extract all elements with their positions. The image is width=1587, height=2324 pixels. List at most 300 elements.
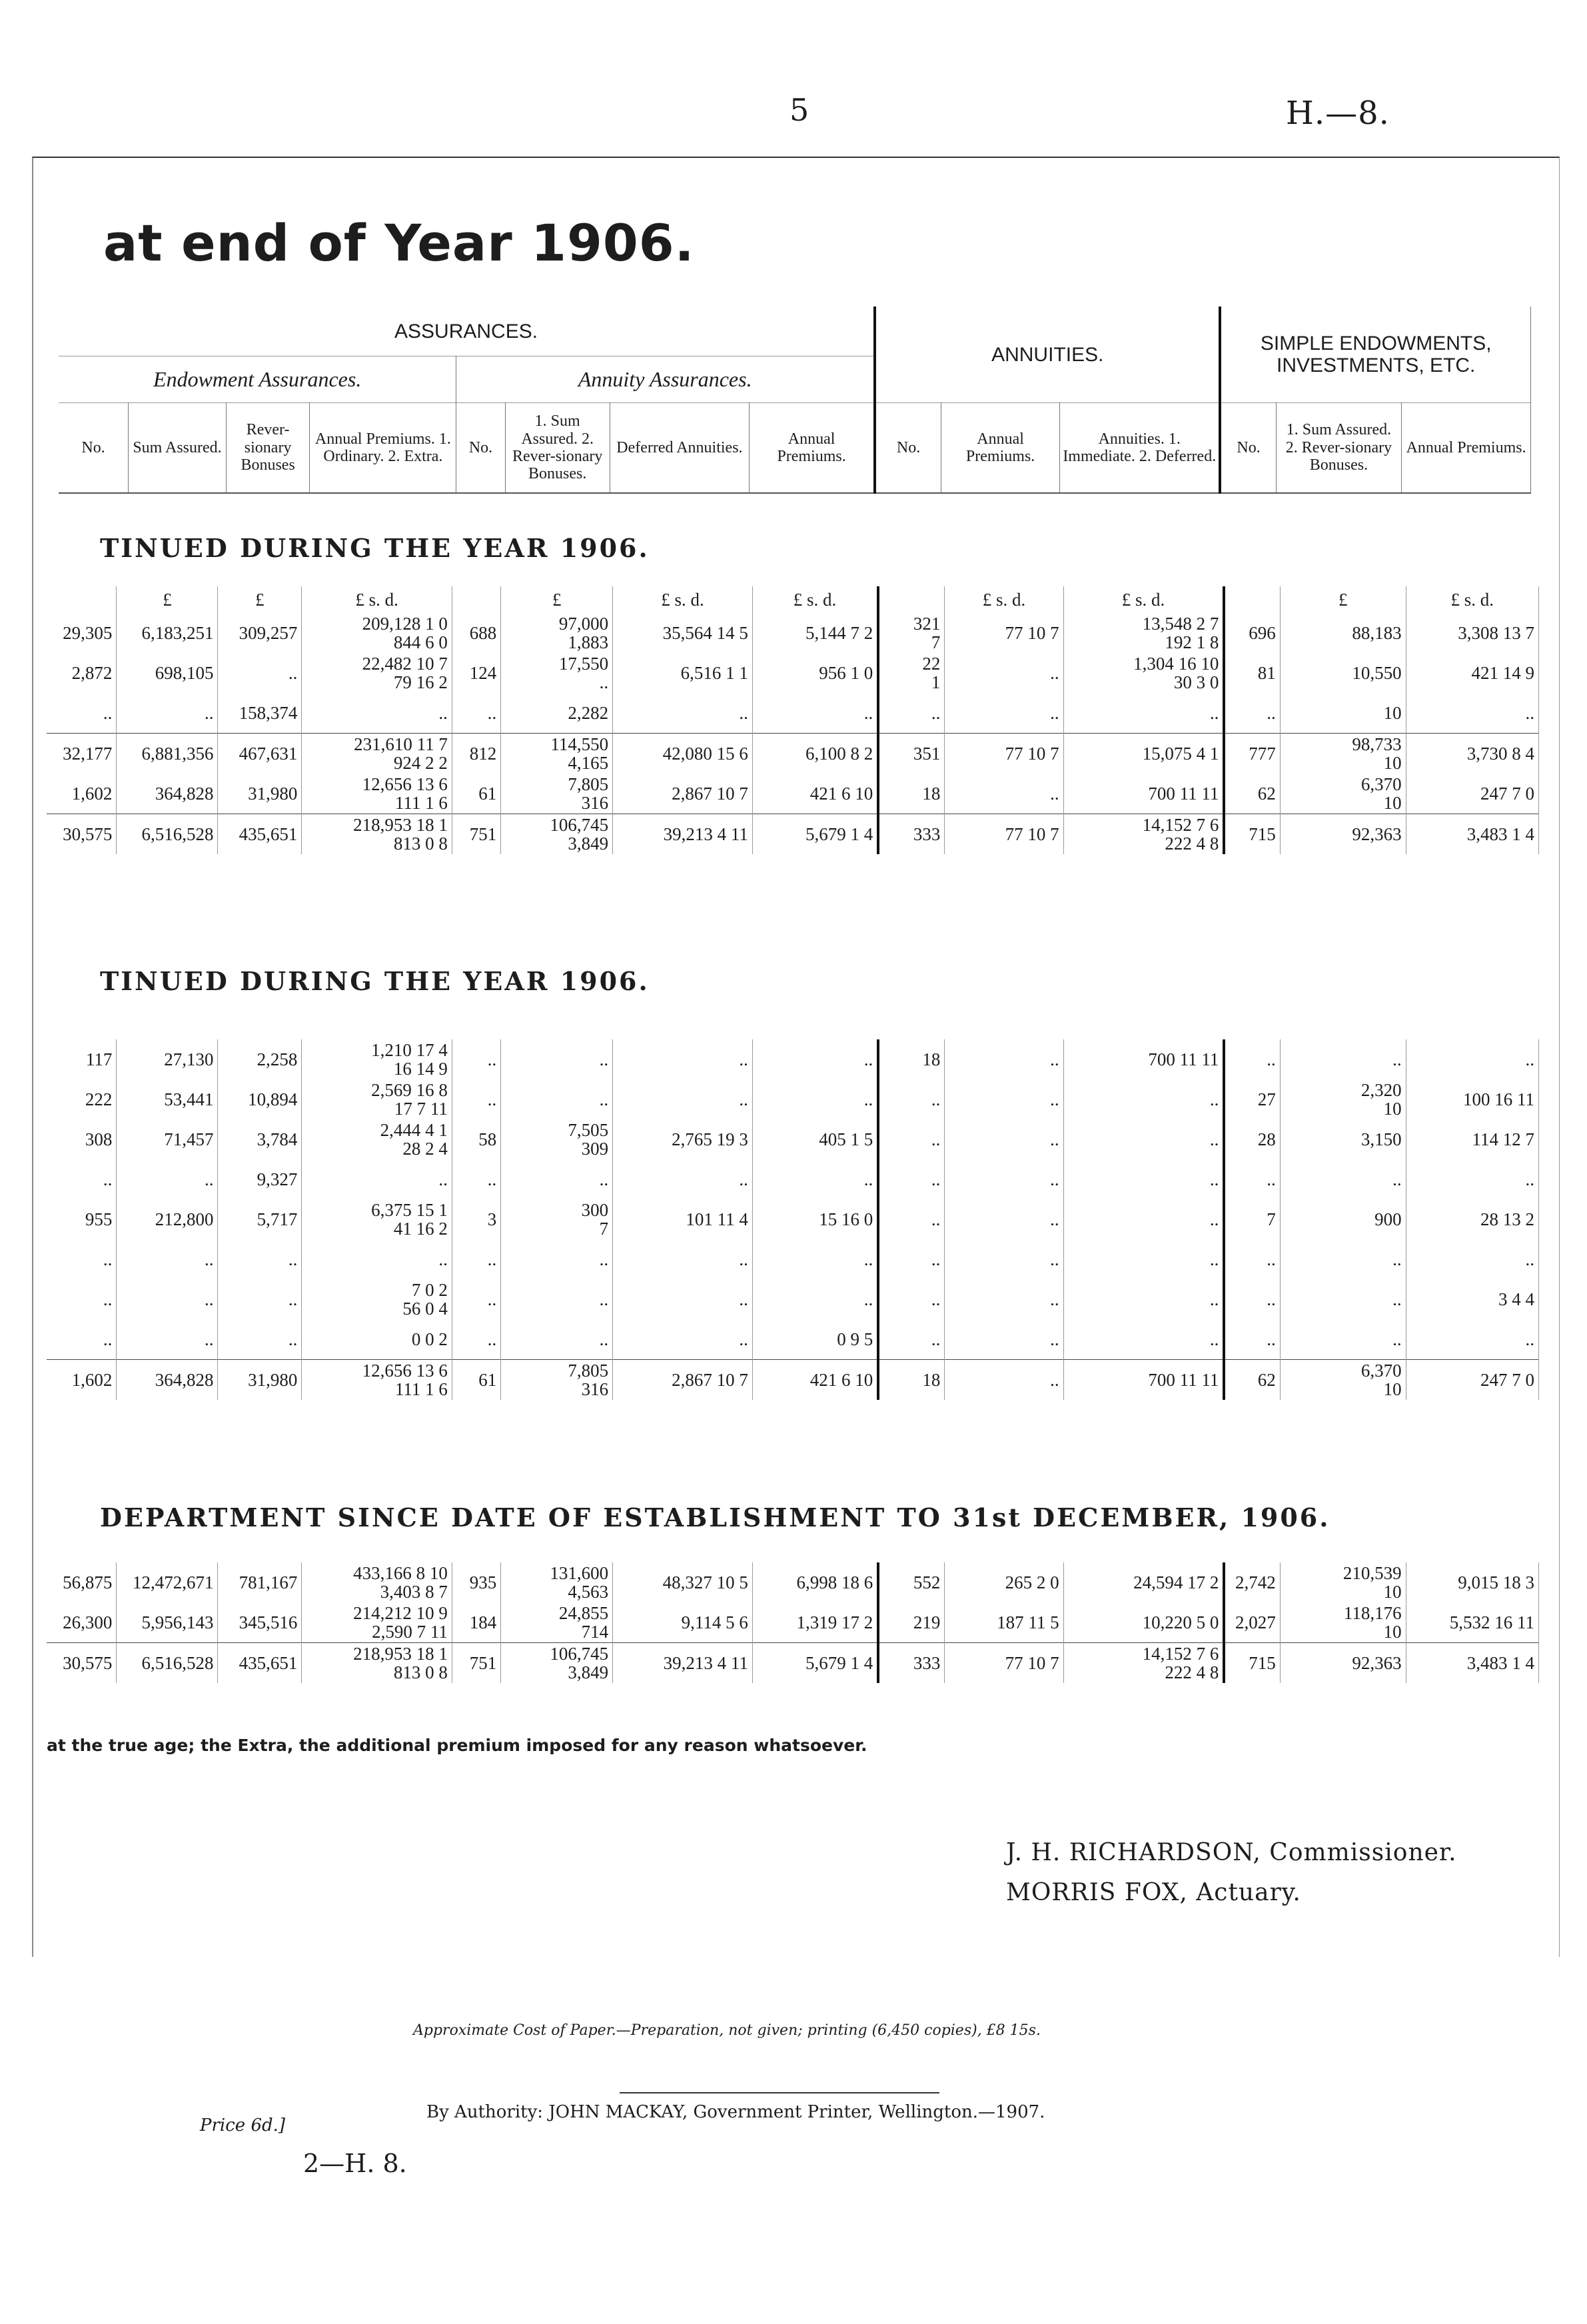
- authority-line: By Authority: JOHN MACKAY, Government Printer, Wellington.—1907.: [426, 2102, 1045, 2122]
- table-cell: £ s. d.: [1406, 586, 1538, 613]
- table-cell: 405 1 5: [752, 1119, 878, 1159]
- table-cell: ..: [878, 1239, 945, 1279]
- table-cell: [452, 586, 500, 613]
- table-cell: 187 11 5: [945, 1602, 1063, 1643]
- section-heading-2: TINUED DURING THE YEAR 1906.: [100, 966, 650, 996]
- table-cell: 9,114 5 6: [613, 1602, 753, 1643]
- table-cell: 2,027: [1224, 1602, 1280, 1643]
- table-cell: ..: [752, 693, 878, 734]
- table-cell: 2,569 16 8 17 7 11: [302, 1079, 452, 1119]
- table-cell: 1,304 16 10 30 3 0: [1063, 653, 1224, 693]
- table-cell: 2,444 4 1 28 2 4: [302, 1119, 452, 1159]
- table-cell: 218,953 18 1 813 0 8: [302, 1643, 452, 1684]
- col-header: No.: [456, 403, 505, 494]
- table-cell: 3,308 13 7: [1406, 613, 1538, 653]
- table-cell: 212,800: [117, 1199, 218, 1239]
- table-cell: 77 10 7: [945, 814, 1063, 855]
- table-cell: 6,998 18 6: [752, 1562, 878, 1602]
- table-row: [47, 1643, 1539, 1684]
- table-cell: 3 4 4: [1406, 1279, 1538, 1319]
- table-cell: 209,128 1 0 844 6 0: [302, 613, 452, 653]
- table-cell: 777: [1224, 734, 1280, 774]
- col-header: No.: [875, 403, 941, 494]
- signature-actuary: MORRIS FOX, Actuary.: [1006, 1879, 1301, 1906]
- table-cell: 9,015 18 3: [1406, 1562, 1538, 1602]
- table-cell: 218,953 18 1 813 0 8: [302, 814, 452, 855]
- table-cell: 18: [878, 1039, 945, 1079]
- table-cell: 13,548 2 7 192 1 8: [1063, 613, 1224, 653]
- table-cell: 935: [452, 1562, 500, 1602]
- table-cell: 5,532 16 11: [1406, 1602, 1538, 1643]
- table-cell: 421 6 10: [752, 1360, 878, 1401]
- annuities-header: ANNUITIES.: [875, 306, 1220, 403]
- table-cell: ..: [218, 653, 302, 693]
- table-cell: 114,550 4,165: [501, 734, 613, 774]
- table-cell: ..: [1406, 1159, 1538, 1199]
- table-row: [47, 774, 1539, 814]
- table-cell: 7 0 2 56 0 4: [302, 1279, 452, 1319]
- table-cell: ..: [613, 1239, 753, 1279]
- page-title: at end of Year 1906.: [103, 213, 695, 273]
- table-cell: 433,166 8 10 3,403 8 7: [302, 1562, 452, 1602]
- table-cell: 214,212 10 9 2,590 7 11: [302, 1602, 452, 1643]
- table-cell: 421 14 9: [1406, 653, 1538, 693]
- table-cell: ..: [218, 1279, 302, 1319]
- annuity-assurances-header: Annuity Assurances.: [456, 356, 875, 403]
- table-row: [47, 1562, 1539, 1602]
- table-cell: 265 2 0: [945, 1562, 1063, 1602]
- table-cell: ..: [1224, 1159, 1280, 1199]
- table-cell: 24,594 17 2: [1063, 1562, 1224, 1602]
- table-cell: ..: [878, 693, 945, 734]
- col-header: Deferred Annuities.: [610, 403, 749, 494]
- table-cell: 6,881,356: [117, 734, 218, 774]
- table-cell: 106,745 3,849: [501, 1643, 613, 1684]
- table-cell: ..: [47, 693, 117, 734]
- table-cell: 6,516 1 1: [613, 653, 753, 693]
- table-cell: 7,805 316: [501, 1360, 613, 1401]
- table-cell: ..: [1406, 1319, 1538, 1360]
- table-cell: ..: [218, 1319, 302, 1360]
- table-cell: ..: [501, 1279, 613, 1319]
- table-cell: 42,080 15 6: [613, 734, 753, 774]
- table-cell: 24,855 714: [501, 1602, 613, 1643]
- table-cell: £ s. d.: [302, 586, 452, 613]
- table-cell: 3,483 1 4: [1406, 814, 1538, 855]
- table-cell: ..: [1280, 1319, 1406, 1360]
- cost-note: Approximate Cost of Paper.—Preparation, not given; printing (6,450 copies), £8 15s.: [413, 2022, 1041, 2039]
- table-row: [47, 1079, 1539, 1119]
- table-cell: ..: [613, 1279, 753, 1319]
- table-cell: 715: [1224, 814, 1280, 855]
- table-cell: £ s. d.: [613, 586, 753, 613]
- table-cell: 3,784: [218, 1119, 302, 1159]
- table-cell: 247 7 0: [1406, 1360, 1538, 1401]
- table-cell: 5,956,143: [117, 1602, 218, 1643]
- table-cell: 364,828: [117, 774, 218, 814]
- col-header: Rever-sionary Bonuses: [226, 403, 310, 494]
- table-cell: ..: [1280, 1239, 1406, 1279]
- table-cell: ..: [878, 1119, 945, 1159]
- table-row: [47, 734, 1539, 774]
- table-cell: 900: [1280, 1199, 1406, 1239]
- table-cell: 1,319 17 2: [752, 1602, 878, 1643]
- table-cell: ..: [452, 1239, 500, 1279]
- table-cell: ..: [1224, 1279, 1280, 1319]
- table-cell: ..: [945, 1279, 1063, 1319]
- table-row: [47, 1159, 1539, 1199]
- table-cell: ..: [501, 1319, 613, 1360]
- table-cell: ..: [452, 693, 500, 734]
- table-cell: 29,305: [47, 613, 117, 653]
- table-cell: 28 13 2: [1406, 1199, 1538, 1239]
- table-cell: 715: [1224, 1643, 1280, 1684]
- table-cell: 92,363: [1280, 1643, 1406, 1684]
- table-cell: 22 1: [878, 653, 945, 693]
- table-cell: 210,539 10: [1280, 1562, 1406, 1602]
- table-cell: ..: [501, 1159, 613, 1199]
- table-cell: 435,651: [218, 814, 302, 855]
- table-cell: 1,210 17 4 16 14 9: [302, 1039, 452, 1079]
- table-cell: 688: [452, 613, 500, 653]
- table-cell: 7,505 309: [501, 1119, 613, 1159]
- table-section-3: [47, 1562, 1539, 1683]
- table-cell: ..: [1224, 1039, 1280, 1079]
- table-row: [47, 1199, 1539, 1239]
- table-cell: ..: [1063, 1199, 1224, 1239]
- table-cell: ..: [218, 1239, 302, 1279]
- table-row: [47, 613, 1539, 653]
- table-row: [47, 693, 1539, 734]
- table-cell: 98,733 10: [1280, 734, 1406, 774]
- table-cell: 35,564 14 5: [613, 613, 753, 653]
- table-cell: 56,875: [47, 1562, 117, 1602]
- table-cell: 300 7: [501, 1199, 613, 1239]
- table-cell: 231,610 11 7 924 2 2: [302, 734, 452, 774]
- assurances-header: ASSURANCES.: [59, 306, 875, 356]
- table-cell: 700 11 11: [1063, 774, 1224, 814]
- table-cell: ..: [1280, 1039, 1406, 1079]
- table-cell: 77 10 7: [945, 1643, 1063, 1684]
- table-row: [47, 653, 1539, 693]
- table-cell: 31,980: [218, 1360, 302, 1401]
- table-cell: 5,717: [218, 1199, 302, 1239]
- col-header: Annual Premiums.: [750, 403, 875, 494]
- table-cell: [1224, 586, 1280, 613]
- table-cell: ..: [452, 1079, 500, 1119]
- table-cell: 333: [878, 814, 945, 855]
- table-cell: ..: [945, 1239, 1063, 1279]
- table-cell: 0 9 5: [752, 1319, 878, 1360]
- table-cell: 27,130: [117, 1039, 218, 1079]
- table-cell: ..: [945, 1079, 1063, 1119]
- table-cell: 3,483 1 4: [1406, 1643, 1538, 1684]
- table-cell: 696: [1224, 613, 1280, 653]
- table-cell: 184: [452, 1602, 500, 1643]
- table-cell: 10,894: [218, 1079, 302, 1119]
- table-cell: ..: [1063, 1319, 1224, 1360]
- table-cell: ..: [117, 693, 218, 734]
- table-row: [47, 1279, 1539, 1319]
- table-cell: 6,183,251: [117, 613, 218, 653]
- table-cell: 62: [1224, 774, 1280, 814]
- table-cell: ..: [752, 1159, 878, 1199]
- table-cell: £: [117, 586, 218, 613]
- table-cell: ..: [302, 1159, 452, 1199]
- table-cell: 27: [1224, 1079, 1280, 1119]
- table-cell: 39,213 4 11: [613, 814, 753, 855]
- table-cell: 77 10 7: [945, 613, 1063, 653]
- table-cell: 61: [452, 774, 500, 814]
- table-cell: ..: [1063, 1079, 1224, 1119]
- table-cell: 158,374: [218, 693, 302, 734]
- table-row: [47, 1119, 1539, 1159]
- table-cell: ..: [945, 1319, 1063, 1360]
- table-cell: 117: [47, 1039, 117, 1079]
- table-cell: 2,867 10 7: [613, 774, 753, 814]
- table-cell: 2,867 10 7: [613, 1360, 753, 1401]
- simple-endowments-header: SIMPLE ENDOWMENTS, INVESTMENTS, ETC.: [1220, 306, 1530, 403]
- page-number: 5: [790, 92, 809, 128]
- table-cell: 698,105: [117, 653, 218, 693]
- table-cell: ..: [1406, 693, 1538, 734]
- table-cell: 6,370 10: [1280, 1360, 1406, 1401]
- table-cell: 3: [452, 1199, 500, 1239]
- table-section-2: [47, 1039, 1539, 1400]
- table-cell: £: [1280, 586, 1406, 613]
- footnote: at the true age; the Extra, the additional premium imposed for any reason whatsoever.: [47, 1736, 867, 1755]
- table-cell: ..: [1063, 1119, 1224, 1159]
- table-cell: ..: [752, 1239, 878, 1279]
- table-cell: ..: [878, 1159, 945, 1199]
- table-cell: 2,282: [501, 693, 613, 734]
- col-header: Annual Premiums.: [941, 403, 1060, 494]
- table-cell: 5,679 1 4: [752, 1643, 878, 1684]
- table-cell: 39,213 4 11: [613, 1643, 753, 1684]
- table-cell: 781,167: [218, 1562, 302, 1602]
- table-cell: 6,100 8 2: [752, 734, 878, 774]
- table-cell: £ s. d.: [945, 586, 1063, 613]
- table-cell: 12,472,671: [117, 1562, 218, 1602]
- table-cell: 219: [878, 1602, 945, 1643]
- table-cell: 3,730 8 4: [1406, 734, 1538, 774]
- table-cell: ..: [1063, 693, 1224, 734]
- signature-mark: 2—H. 8.: [303, 2149, 407, 2178]
- table-cell: ..: [452, 1319, 500, 1360]
- col-header: 1. Sum Assured. 2. Rever-sionary Bonuses.: [1276, 403, 1401, 494]
- endowment-assurances-header: Endowment Assurances.: [59, 356, 456, 403]
- table-cell: ..: [878, 1279, 945, 1319]
- table-cell: ..: [47, 1159, 117, 1199]
- table-cell: 106,745 3,849: [501, 814, 613, 855]
- table-cell: 309,257: [218, 613, 302, 653]
- table-cell: 71,457: [117, 1119, 218, 1159]
- table-cell: ..: [945, 653, 1063, 693]
- table-cell: £: [218, 586, 302, 613]
- table-cell: 421 6 10: [752, 774, 878, 814]
- table-cell: 351: [878, 734, 945, 774]
- col-header: No.: [59, 403, 129, 494]
- col-header: Sum Assured.: [129, 403, 227, 494]
- table-cell: ..: [613, 1319, 753, 1360]
- table-cell: 2,742: [1224, 1562, 1280, 1602]
- table-cell: ..: [452, 1039, 500, 1079]
- table-cell: 61: [452, 1360, 500, 1401]
- col-header: 1. Sum Assured. 2. Rever-sionary Bonuses.: [505, 403, 610, 494]
- table-cell: 751: [452, 814, 500, 855]
- section-heading-3: DEPARTMENT SINCE DATE OF ESTABLISHMENT TO 31st DECEMBER, 1906.: [100, 1502, 1330, 1532]
- table-row: [47, 814, 1539, 855]
- table-cell: 9,327: [218, 1159, 302, 1199]
- table-cell: 101 11 4: [613, 1199, 753, 1239]
- col-header: No.: [1220, 403, 1276, 494]
- table-cell: 2,320 10: [1280, 1079, 1406, 1119]
- table-cell: ..: [945, 1360, 1063, 1401]
- table-cell: ..: [1224, 693, 1280, 734]
- table-cell: 124: [452, 653, 500, 693]
- table-cell: ..: [613, 1039, 753, 1079]
- table-cell: 321 7: [878, 613, 945, 653]
- table-cell: 247 7 0: [1406, 774, 1538, 814]
- table-cell: ..: [613, 1079, 753, 1119]
- table-cell: ..: [501, 1079, 613, 1119]
- table-cell: ..: [945, 1159, 1063, 1199]
- table-cell: 30,575: [47, 1643, 117, 1684]
- table-cell: 10,220 5 0: [1063, 1602, 1224, 1643]
- table-cell: 955: [47, 1199, 117, 1239]
- table-cell: 100 16 11: [1406, 1079, 1538, 1119]
- col-header: Annual Premiums. 1. Ordinary. 2. Extra.: [310, 403, 456, 494]
- table-cell: 92,363: [1280, 814, 1406, 855]
- table-section-1: [47, 586, 1539, 854]
- table-cell: 15,075 4 1: [1063, 734, 1224, 774]
- table-cell: ..: [302, 1239, 452, 1279]
- table-cell: ..: [501, 1239, 613, 1279]
- section-heading-1: TINUED DURING THE YEAR 1906.: [100, 533, 650, 563]
- table-cell: 2,258: [218, 1039, 302, 1079]
- table-cell: 118,176 10: [1280, 1602, 1406, 1643]
- table-cell: 97,000 1,883: [501, 613, 613, 653]
- table-cell: ..: [452, 1279, 500, 1319]
- table-cell: 12,656 13 6 111 1 6: [302, 774, 452, 814]
- table-cell: ..: [501, 1039, 613, 1079]
- price-label: Price 6d.]: [200, 2115, 286, 2135]
- table-cell: ..: [613, 1159, 753, 1199]
- table-cell: 6,375 15 1 41 16 2: [302, 1199, 452, 1239]
- table-cell: 222: [47, 1079, 117, 1119]
- table-row: [47, 1360, 1539, 1401]
- table-cell: ..: [1224, 1239, 1280, 1279]
- document-reference: H.—8.: [1286, 95, 1390, 132]
- table-cell: ..: [117, 1279, 218, 1319]
- table-cell: ..: [1063, 1159, 1224, 1199]
- table-cell: 14,152 7 6 222 4 8: [1063, 814, 1224, 855]
- signature-commissioner: J. H. RICHARDSON, Commissioner.: [1006, 1839, 1457, 1866]
- table-cell: ..: [1224, 1319, 1280, 1360]
- table-cell: 700 11 11: [1063, 1039, 1224, 1079]
- table-cell: 333: [878, 1643, 945, 1684]
- table-cell: 1,602: [47, 1360, 117, 1401]
- table-cell: 3,150: [1280, 1119, 1406, 1159]
- table-cell: ..: [452, 1159, 500, 1199]
- table-cell: 5,679 1 4: [752, 814, 878, 855]
- table-cell: £ s. d.: [1063, 586, 1224, 613]
- table-cell: [47, 586, 117, 613]
- table-cell: ..: [1280, 1159, 1406, 1199]
- table-row: [47, 1319, 1539, 1360]
- table-cell: 308: [47, 1119, 117, 1159]
- table-cell: 2,872: [47, 653, 117, 693]
- table-cell: ..: [878, 1079, 945, 1119]
- table-cell: 6,370 10: [1280, 774, 1406, 814]
- table-cell: ..: [47, 1239, 117, 1279]
- table-cell: 15 16 0: [752, 1199, 878, 1239]
- table-cell: ..: [945, 693, 1063, 734]
- table-cell: 435,651: [218, 1643, 302, 1684]
- table-cell: 28: [1224, 1119, 1280, 1159]
- table-cell: ..: [1063, 1239, 1224, 1279]
- table-cell: 10: [1280, 693, 1406, 734]
- table-cell: ..: [1406, 1239, 1538, 1279]
- table-cell: 18: [878, 1360, 945, 1401]
- table-cell: ..: [945, 774, 1063, 814]
- table-cell: 114 12 7: [1406, 1119, 1538, 1159]
- table-cell: £: [501, 586, 613, 613]
- table-cell: ..: [1280, 1279, 1406, 1319]
- table-cell: 364,828: [117, 1360, 218, 1401]
- table-cell: 77 10 7: [945, 734, 1063, 774]
- table-row: [47, 1039, 1539, 1079]
- divider: [620, 2092, 939, 2093]
- table-cell: ..: [1063, 1279, 1224, 1319]
- table-cell: ..: [47, 1279, 117, 1319]
- table-cell: ..: [752, 1039, 878, 1079]
- table-cell: ..: [945, 1039, 1063, 1079]
- table-cell: 31,980: [218, 774, 302, 814]
- table-cell: [878, 586, 945, 613]
- table-cell: 53,441: [117, 1079, 218, 1119]
- table-cell: ..: [613, 693, 753, 734]
- table-cell: 88,183: [1280, 613, 1406, 653]
- table-row: [47, 1239, 1539, 1279]
- table-cell: 62: [1224, 1360, 1280, 1401]
- table-cell: 131,600 4,563: [501, 1562, 613, 1602]
- table-cell: ..: [117, 1239, 218, 1279]
- table-cell: ..: [752, 1279, 878, 1319]
- table-cell: ..: [752, 1079, 878, 1119]
- table-cell: 956 1 0: [752, 653, 878, 693]
- table-cell: 14,152 7 6 222 4 8: [1063, 1643, 1224, 1684]
- table-cell: ..: [117, 1319, 218, 1360]
- table-cell: ..: [945, 1119, 1063, 1159]
- table-cell: 10,550: [1280, 653, 1406, 693]
- table-cell: 1,602: [47, 774, 117, 814]
- table-cell: 32,177: [47, 734, 117, 774]
- table-cell: 2,765 19 3: [613, 1119, 753, 1159]
- col-header: Annual Premiums.: [1402, 403, 1531, 494]
- table-cell: 30,575: [47, 814, 117, 855]
- table-cell: ..: [1406, 1039, 1538, 1079]
- table-row: [47, 586, 1539, 613]
- col-header: Annuities. 1. Immediate. 2. Deferred.: [1060, 403, 1221, 494]
- table-cell: 58: [452, 1119, 500, 1159]
- table-cell: 48,327 10 5: [613, 1562, 753, 1602]
- table-cell: 751: [452, 1643, 500, 1684]
- table-cell: 22,482 10 7 79 16 2: [302, 653, 452, 693]
- table-cell: 6,516,528: [117, 1643, 218, 1684]
- table-cell: ..: [117, 1159, 218, 1199]
- table-cell: 0 0 2: [302, 1319, 452, 1360]
